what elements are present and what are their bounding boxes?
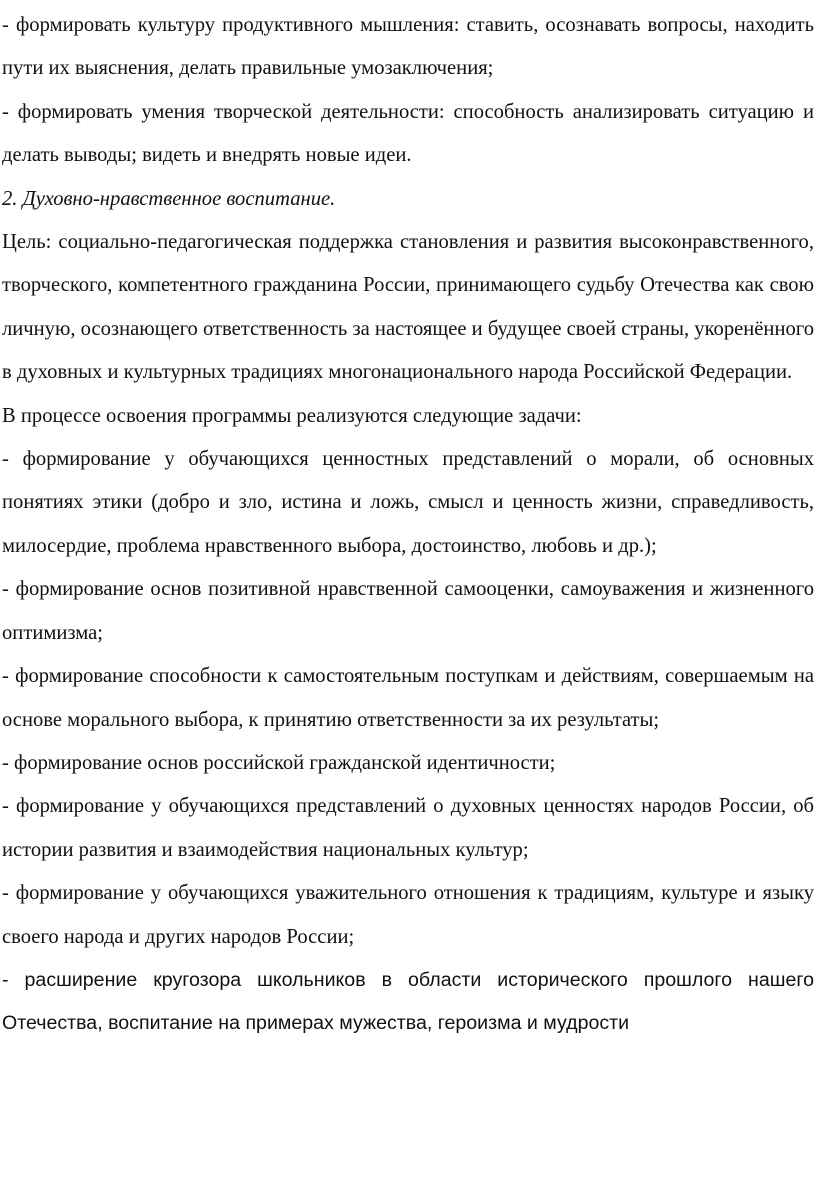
list-item-broaden-horizons: - расширение кругозора школьников в области исторического прошлого нашего Отечества, воспитание на примерах мужества, героизма и мудрости xyxy=(2,968,814,1035)
section-heading-spiritual-moral: 2. Духовно-нравственное воспитание. xyxy=(2,187,336,210)
list-item-self-esteem: - формирование основ позитивной нравственной самооценки, самоуважения и жизненного оптимизма; xyxy=(2,578,814,644)
list-item-spiritual-values: - формирование у обучающихся представлений о духовных ценностях народов России, об истории развития и взаимодействия национальных культур; xyxy=(2,795,814,861)
list-item-respect-traditions: - формирование у обучающихся уважительного отношения к традициям, культуре и языку своего народа и других народов России; xyxy=(2,882,814,948)
list-item-independent-actions: - формирование способности к самостоятельным поступкам и действиям, совершаемым на основе морального выбора, к принятию ответственности за их результаты; xyxy=(2,665,814,731)
list-item-civic-identity: - формирование основ российской гражданской идентичности; xyxy=(2,751,556,774)
paragraph-creative-activity: - формировать умения творческой деятельности: способность анализировать ситуацию и делать выводы; видеть и внедрять новые идеи. xyxy=(2,100,814,167)
paragraph-tasks-intro: В процессе освоения программы реализуются следующие задачи: xyxy=(2,404,582,427)
paragraph-productive-thinking: - формировать культуру продуктивного мышления: ставить, осознавать вопросы, находить пути их выяснения, делать правильные умозаключения; xyxy=(2,14,814,80)
list-item-moral-values: - формирование у обучающихся ценностных представлений о морали, об основных понятиях этики (добро и зло, истина и ложь, смысл и ценность жизни, справедливость, милосердие, проблема нравственного выбора, достоинство, любовь и др.); xyxy=(2,448,814,557)
paragraph-goal: Цель: социально-педагогическая поддержка становления и развития высоконравственного, творческого, компетентного гражданина России, принимающего судьбу Отечества как свою личную, осознающего ответственность за настоящее и будущее своей страны, укоренённого в духовных и культурных традициях многонационального народа Российской Федерации. xyxy=(2,231,814,384)
